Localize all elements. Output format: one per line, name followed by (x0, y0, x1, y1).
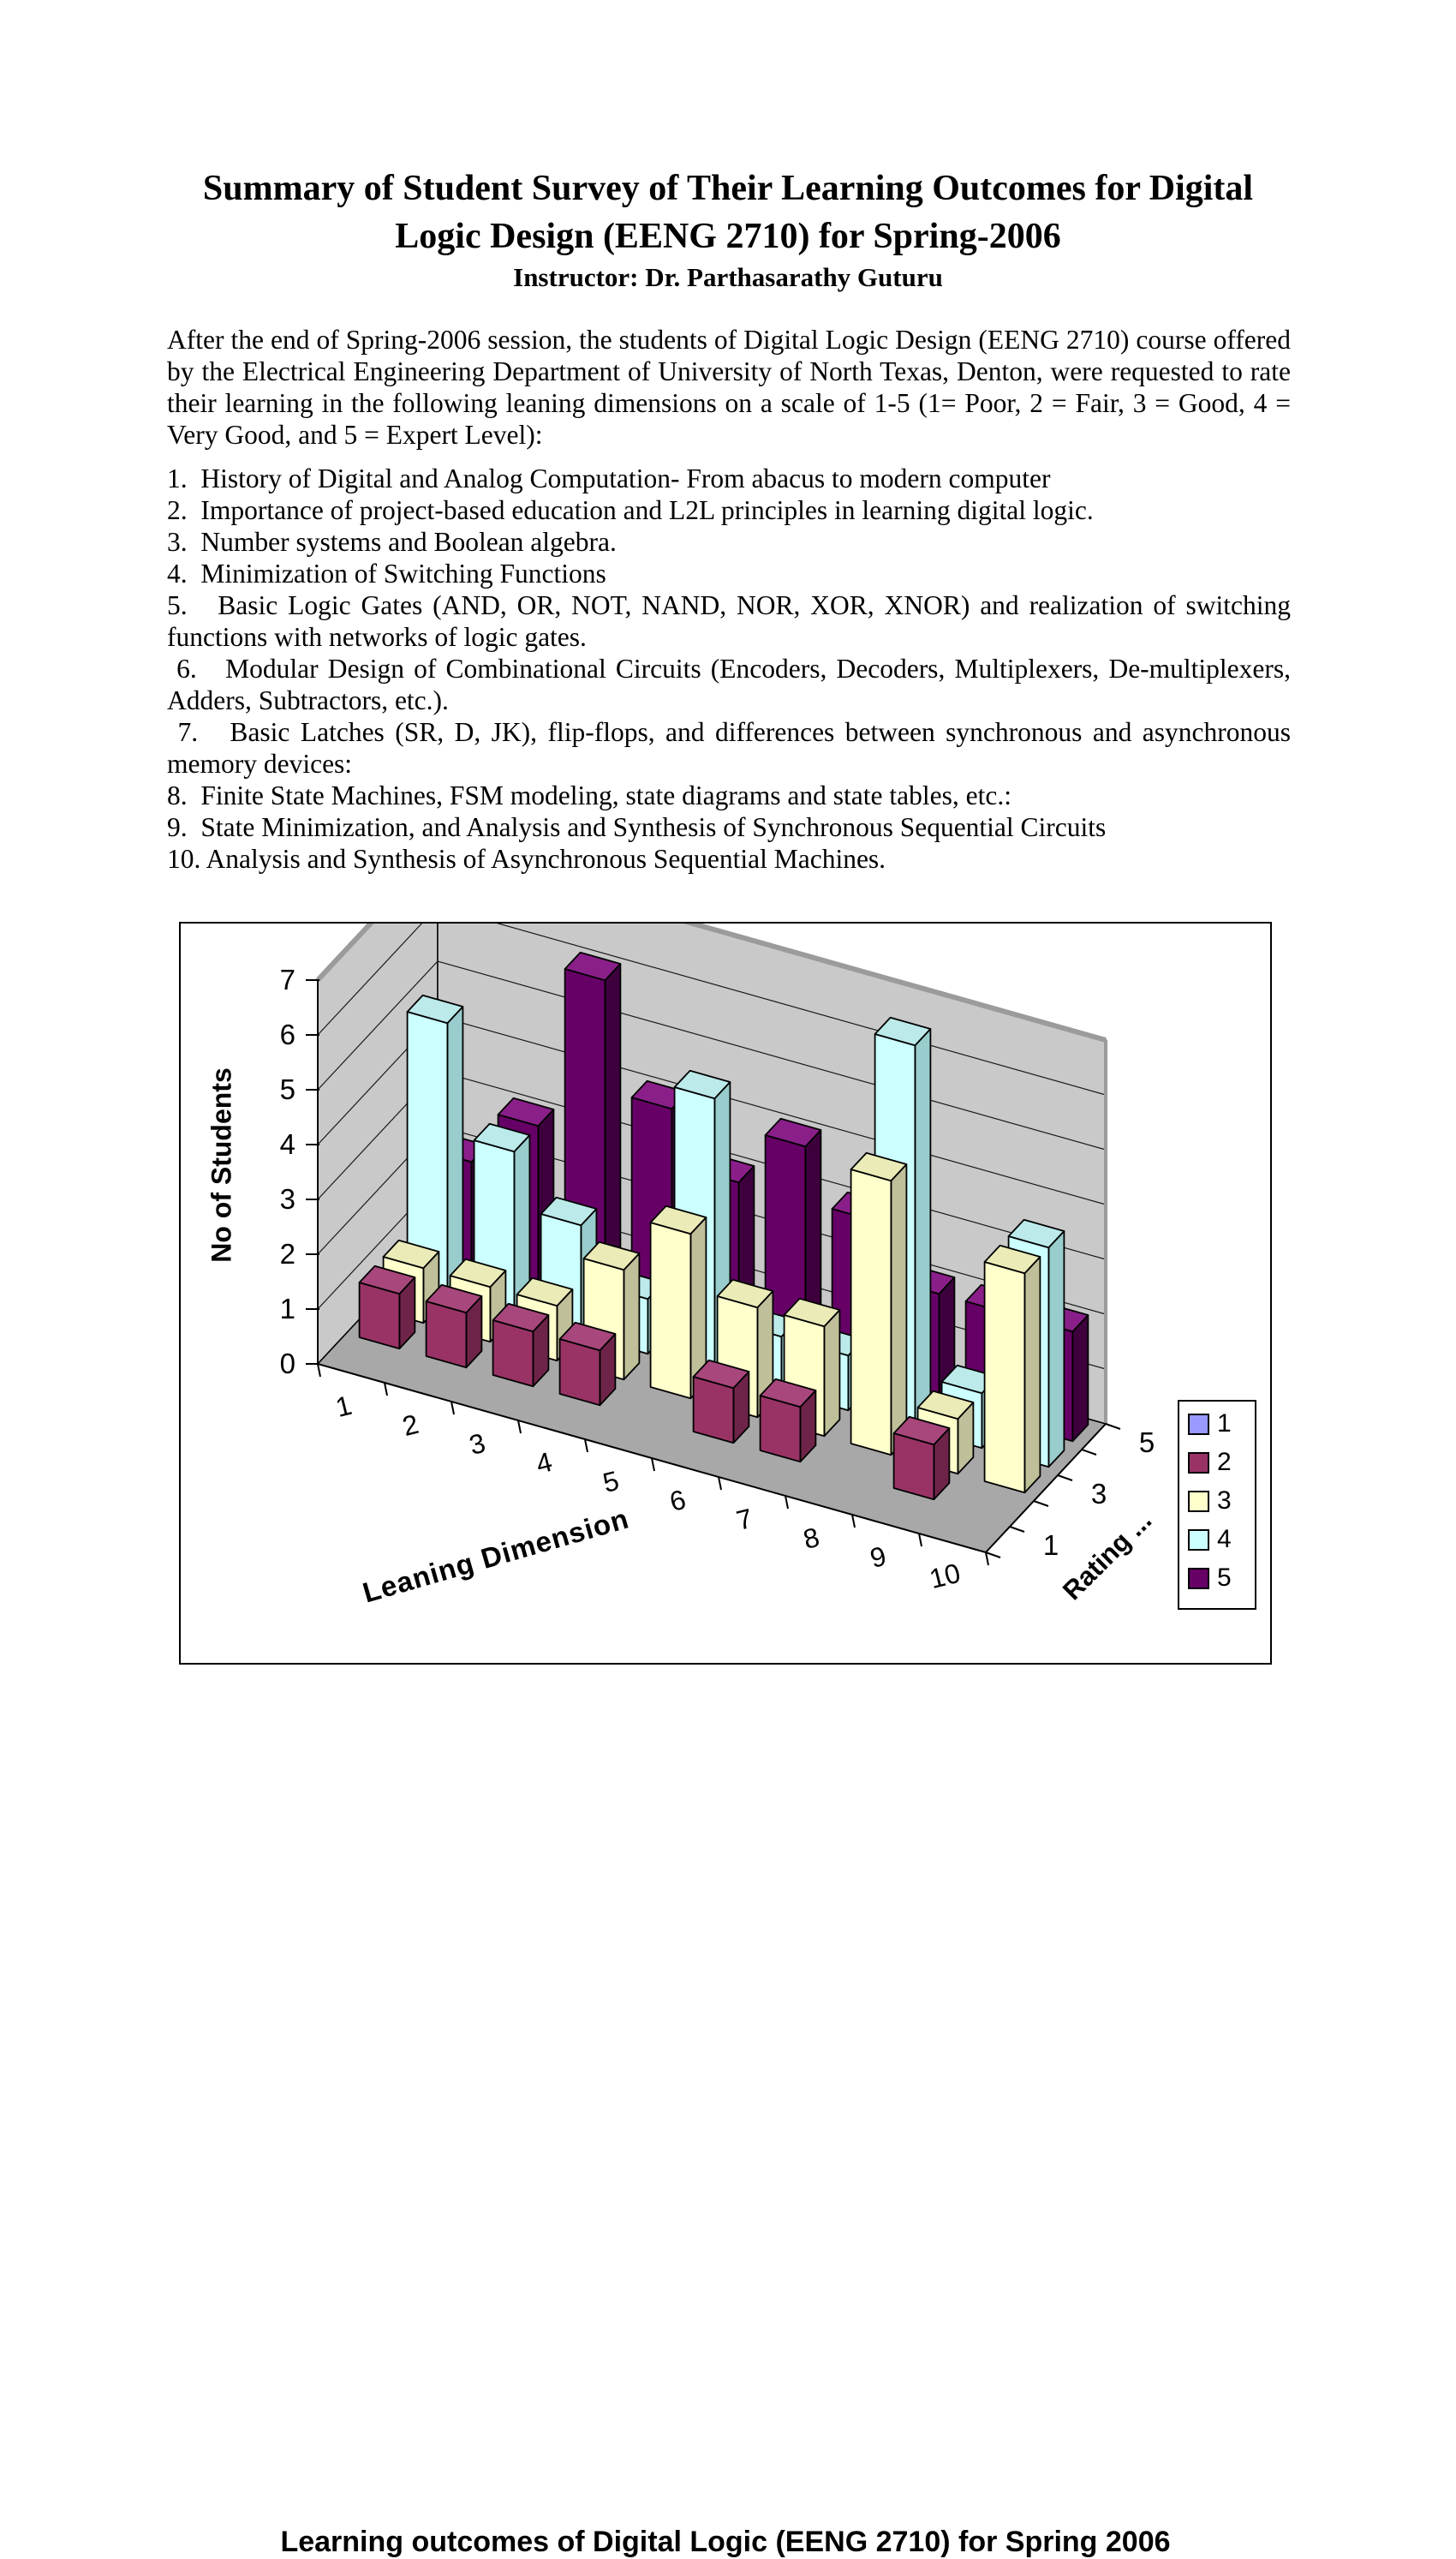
x-tick-label: 4 (533, 1445, 556, 1480)
chart-legend (1178, 1400, 1256, 1610)
y-tick-label: 4 (279, 1128, 295, 1160)
page-title (167, 164, 1289, 260)
y-tick-label: 1 (279, 1293, 295, 1324)
x-tick (919, 1534, 922, 1546)
x-tick (318, 1364, 320, 1377)
bar-front-r3-d10 (985, 1262, 1025, 1492)
y-tick-label: 0 (279, 1348, 295, 1379)
bar-side-r4-d10 (1048, 1231, 1064, 1467)
page-title-line1: Summary of Student Survey of Their Learning Outcomes for Digital (202, 169, 1254, 208)
intro-paragraph: After the end of Spring-2006 session, the students of Digital Logic Design (EENG 2710) course offered by the Electrical Engineering Department of University of North Texas, Denton, were requested to rate their learning in the following leaning dimensions on a scale of 1-5 (1= Poor, 2 = Fair, 3 = Good, 4 = Very Good, and 5 = Expert Level): (167, 325, 1291, 450)
list-item: 9. State Minimization, and Analysis and Synthesis of Synchronous Sequential Circuits (167, 812, 1107, 842)
series-tick-label: 1 (1042, 1529, 1059, 1561)
bar-side-r4-d1 (447, 1007, 462, 1297)
series-tick (1106, 1424, 1120, 1429)
list-item: 4. Minimization of Switching Functions (167, 559, 606, 589)
legend-item (1188, 1449, 1255, 1476)
list-item: 8. Finite State Machines, FSM modeling, state diagrams and state tables, etc.: (167, 780, 1011, 810)
x-tick (518, 1420, 521, 1433)
y-tick-label: 3 (279, 1183, 295, 1215)
series-tick (1082, 1450, 1096, 1455)
y-tick-label: 7 (279, 964, 295, 995)
list-item: 7. Basic Latches (SR, D, JK), flip-flops, and differences between synchronous and asynchronous memory devices: (167, 717, 1298, 779)
y-tick-label: 5 (279, 1073, 295, 1105)
series-tick (1058, 1475, 1072, 1480)
x-tick-label: 3 (466, 1426, 489, 1462)
x-tick-label: 9 (867, 1540, 890, 1575)
x-tick (719, 1477, 721, 1490)
bar-front-r3-d8 (851, 1169, 892, 1455)
legend-swatch (1188, 1529, 1209, 1551)
x-tick-label: 10 (926, 1557, 964, 1595)
bar-side-r3-d10 (1024, 1257, 1040, 1492)
legend-label: 4 (1217, 1525, 1232, 1553)
legend-swatch (1188, 1452, 1209, 1474)
y-tick-label: 2 (279, 1238, 295, 1270)
x-tick (451, 1402, 454, 1414)
list-item: 5. Basic Logic Gates (AND, OR, NOT, NAND, NOR, XOR, XNOR) and realization of switching functions with networks of logic gates. (167, 590, 1298, 652)
legend-item (1188, 1487, 1255, 1515)
instructor-line: Instructor: Dr. Parthasarathy Guturu (513, 262, 943, 292)
x-tick-label: 2 (399, 1408, 422, 1443)
x-tick (585, 1439, 588, 1452)
legend-label: 1 (1217, 1409, 1232, 1438)
x-tick (785, 1496, 788, 1509)
legend-label: 2 (1217, 1448, 1232, 1476)
chart-title: Learning outcomes of Digital Logic (EENG 2710) for Spring 2006 (280, 2526, 1171, 2558)
series-tick (986, 1552, 1000, 1558)
legend-item (1188, 1410, 1255, 1438)
legend-swatch (1188, 1568, 1209, 1589)
page-title-line2: Logic Design (EENG 2710) for Spring-2006 (395, 217, 1061, 256)
bar-side-r4-d8 (915, 1029, 930, 1429)
series-tick (1034, 1501, 1048, 1506)
x-axis-title: Leaning Dimension (359, 1502, 633, 1609)
bar-front-r3-d5 (651, 1223, 691, 1398)
list-item: 3. Number systems and Boolean algebra. (167, 527, 617, 557)
x-tick-label: 1 (332, 1389, 355, 1424)
x-tick-label: 6 (666, 1483, 689, 1518)
legend-label: 3 (1217, 1486, 1232, 1515)
x-tick-label: 5 (600, 1464, 623, 1499)
y-tick-label: 6 (279, 1019, 295, 1050)
chart-figure (179, 922, 1272, 2558)
legend-label: 5 (1217, 1564, 1232, 1592)
legend-item (1188, 1526, 1255, 1553)
series-axis-title: Rating ... (1056, 1504, 1158, 1606)
x-tick-label: 7 (733, 1502, 756, 1537)
x-tick (652, 1458, 654, 1471)
list-item: 1. History of Digital and Analog Computation- From abacus to modern computer (167, 463, 1051, 493)
bar-side-r3-d7 (824, 1310, 839, 1436)
x-tick (385, 1383, 387, 1396)
x-tick-label: 8 (800, 1521, 823, 1556)
list-item: 2. Importance of project-based education and L2L principles in learning digital logic. (167, 495, 1094, 525)
series-tick (1010, 1527, 1024, 1532)
x-tick (852, 1515, 855, 1528)
series-tick-label: 3 (1090, 1478, 1107, 1510)
legend-swatch (1188, 1414, 1209, 1435)
legend-swatch (1188, 1491, 1209, 1512)
learning-dimension-list (167, 463, 1298, 875)
bar-side-r5-d10 (1072, 1315, 1088, 1441)
x-tick (986, 1552, 988, 1565)
bar-side-r3-d8 (891, 1164, 906, 1455)
series-tick-label: 5 (1138, 1426, 1155, 1458)
list-item: 10. Analysis and Synthesis of Asynchronous Sequential Machines. (167, 844, 886, 874)
bar-side-r3-d4 (624, 1253, 639, 1379)
y-axis-title: No of Students (206, 1067, 237, 1263)
list-item: 6. Modular Design of Combinational Circuits (Encoders, Decoders, Multiplexers, De-multiplexers, Adders, Subtractors, etc.). (167, 654, 1297, 715)
legend-item (1188, 1564, 1255, 1592)
